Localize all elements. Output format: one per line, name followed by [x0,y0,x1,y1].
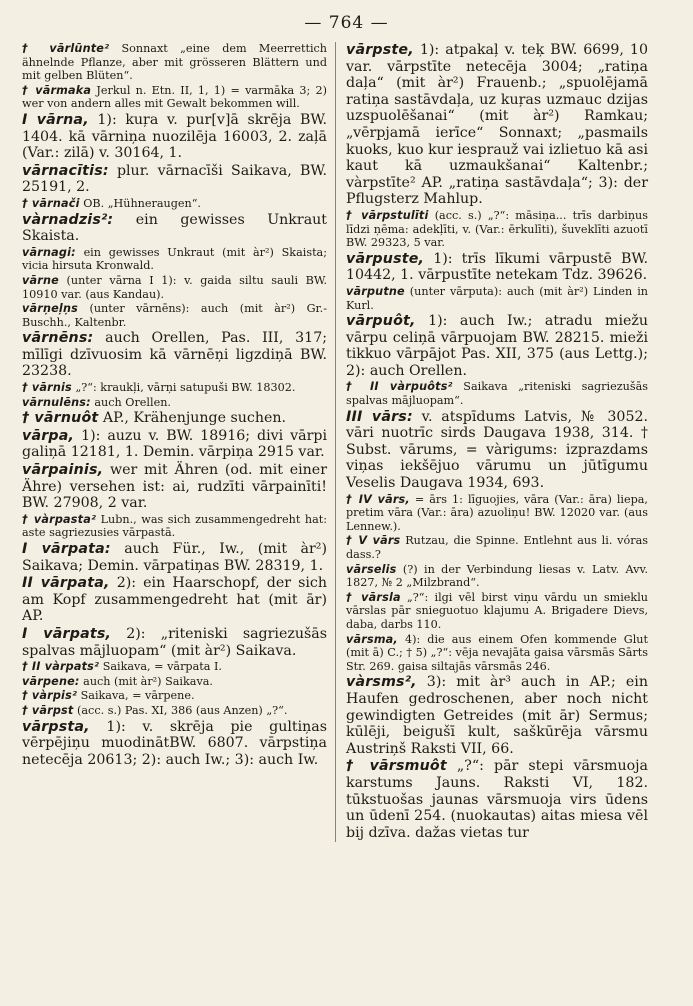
dictionary-entry [22,212,327,245]
entry-headword: † vārnis [22,381,72,395]
entry-text: 1): auch Iw.; atradu miežu vārpu celiņā vārpuojam BW. 28215. mieži tikkuo vārpājot Pas. XII, 375 (aus Lettg.); 2): auch Orellen. [346,313,648,379]
entry-text: ein gewisses Unkraut Skaista. [22,211,327,245]
dictionary-entry [22,675,327,689]
entry-text: Saikava, = vārpene. [77,689,195,703]
entry-headword: vārpene: [22,674,80,688]
entry-headword: vārpainis, [22,462,104,479]
dictionary-entry [22,396,327,410]
dictionary-entry [346,563,648,590]
dictionary-entry [346,409,648,492]
entry-text: Lubn., was sich zusammengedreht hat: aste sagriezusies vārpastā. [22,512,328,540]
dictionary-entry [22,513,327,540]
dictionary-entry [22,428,327,461]
entry-text: OB. „Hühneraugen“. [79,196,201,210]
entry-headword: † vārmaka [22,83,92,97]
dictionary-entry [22,575,327,625]
entry-text: auch Für., Iw., (mit àr²) Saikava; Demin. vārpatiņas BW. 28319, 1. [22,541,327,574]
dictionary-entry [22,42,327,83]
dictionary-entry [346,633,648,674]
entry-text: plur. vārnacīši Saikava, BW. 25191, 2. [22,162,327,196]
entry-headword: vārpuste, [346,250,425,267]
entry-headword: III vārs: [346,408,413,425]
dictionary-entry [22,381,327,395]
dictionary-entry [22,719,327,769]
entry-text: (unter vārputa): auch (mit àr²) Linden in Kurl. [346,284,648,312]
entry-text: (unter vārnēns): auch (mit àr²) Gr.-Buschh., Kaltenbr. [22,302,327,329]
entry-headword: † vārnuôt [22,410,99,427]
dictionary-entry [22,410,327,427]
columns [22,42,671,842]
entry-headword: † vārsla [346,590,401,604]
entry-text: auch (mit àr²) Saikava. [79,674,213,688]
entry-headword: I vārpats, [22,625,112,642]
entry-text: 1): atpakaļ v. teķ BW. 6699, 10 var. vārpstīte netecēja 3004; „ratiņa daļa“ (mit àr²) Frauenb.; „spuolējamā ratiņa sastāvdaļa, uz kuŗas uzmauc dzijas uzspuolēšanai“ (mit àr²) Ramkau; „vērpjamā ierīce“ Sonnaxt; „pasmails kuoks, kuo kur iesprauž vai izlietuo kā asi kaut kā uzmaukšanai“ Kaltenbr.; vàrpstīte² AP. „ratiņa sastāvdaļa“; 3): der Pflugsterz Mahlup. [346,42,648,208]
entry-text: Sonnaxt „eine dem Meerrettich ähnelnde Pflanze, aber mit grösseren Blättern und mit gelben Blüten“. [22,42,327,83]
entry-text: auch Orellen. [90,395,171,409]
entry-text: „?“: kraukļi, vārņi satupuši BW. 18302. [71,381,296,395]
entry-headword: vārselis [346,562,397,576]
entry-headword: † vārlūnte² [22,42,110,55]
dictionary-entry [22,541,327,574]
entry-text: Rutzau, die Spinne. Entlehnt aus li. vóras dass.? [346,534,648,561]
entry-headword: I vārna, [22,111,89,128]
dictionary-entry [22,462,327,512]
dictionary-entry [346,591,648,632]
dictionary-entry [346,42,648,208]
dictionary-entry [22,689,327,703]
entry-headword: vàrnadzis²: [22,211,114,228]
entry-text: (?) in der Verbindung liesas v. Latv. Avv. 1827, № 2 „Milzbrand“. [346,562,648,590]
entry-text: = ārs 1: līguojies, vāra (Var.: āra) liepa, pretim vāra (Var.: āra) azuoliņu! BW. 12020 var. (aus Lennew.). [346,492,648,533]
entry-headword: II vārpata, [22,575,110,592]
entry-text: „?“: pār stepi vārsmuoja karstums Jauns. Raksti VI, 182. tūkstuošas jaunas vārsmuoja virs ūdens un ūdenī 254. (nuokautas) aitas miesa vēl bij dzīva. dažas vietas tur [346,758,649,841]
dictionary-entry [346,251,648,284]
entry-text: v. atspīdums Latvis, № 3052. vāri nuotrīc sirds Daugava 1938, 314. † Subst. vārums, = vàrigums: izprazdams viņas iekšējuo vārumu un jūtīgumu Veselis Daugava 1934, 693. [346,408,649,492]
dictionary-entry [22,112,327,162]
entry-text: Saikava, = vārpata I. [99,660,222,674]
dictionary-entry [22,246,327,273]
entry-headword: † II vàrpuôts² [346,380,453,394]
entry-text: „?“: ilgi vēl birst viņu vārdu un smieklu vārslas pār snieguotuo klajumu A. Brigadere Dievs, daba, darbs 110. [346,590,648,631]
entry-headword: † vārpstulīti [346,208,429,222]
right-column [335,42,648,842]
dictionary-entry [22,274,327,301]
dictionary-entry [22,197,327,211]
entry-text: wer mit Ähren (od. mit einer Ähre) versehen ist: ai, rudzīti vārpainīti! BW. 27908, 2 var. [22,462,327,512]
entry-headword: † IV vārs, [346,492,410,506]
entry-headword: † V vārs [346,534,401,548]
dictionary-entry [346,493,648,534]
dictionary-entry [22,84,327,111]
entry-headword: † vārsmuôt [346,758,447,775]
dictionary-entry [346,758,648,841]
entry-headword: † II vàrpats² [22,660,100,674]
entry-text: 4): die aus einem Ofen kommende Glut (mit ā) C.; † 5) „?“: vēja nevajāta gaisa vārsmās Sārts Str. 269. gaisa siltajās vārsmās 246. [346,632,648,673]
entry-text: 1): auzu v. BW. 18916; divi vārpi galiņā 12181, 1. Demin. vārpiņa 2915 var. [22,427,327,461]
entry-headword: vārpste, [346,42,414,58]
dictionary-entry [22,704,327,718]
entry-headword: vārpuôt, [346,313,416,330]
entry-text: Jerkul n. Etn. II, 1, 1) = varmāka 3; 2) wer von andern alles mit Gewalt bekommen will. [22,83,327,111]
entry-headword: vārputne [346,284,405,298]
dictionary-entry [346,380,648,407]
entry-text: (acc. s.) Pas. XI, 386 (aus Anzen) „?“. [73,703,288,717]
entry-headword: vārnulēns: [22,395,91,409]
dictionary-entry [346,209,648,250]
entry-headword: vārpsta, [22,718,90,735]
entry-text: (acc. s.) „?“: māsiņa... trīs darbiņus līdzi ņēma: adekļīti, v. (Var.: ērkulīti), šuveklīti azuotī BW. 29323, 5 var. [346,208,648,250]
entry-text: 2): ein Haarschopf, der sich am Kopf zusammengedreht hat (mit ār) AP. [22,575,327,625]
entry-text: 1): v. skrēja pie gultiņas vērpējiņu muodinātBW. 6807. vārpstiņa netecēja 20613; 2): auch Iw.; 3): auch Iw. [22,718,327,768]
entry-text: ein gewisses Unkraut (mit àr²) Skaista; vicia hirsuta Kronwald. [22,245,327,273]
entry-headword: vārsma, [346,632,398,646]
entry-text: 1): trīs līkumi vārpustē BW. 10442, 1. vārpustīte netekam Tdz. 39626. [346,250,648,284]
dictionary-entry [22,330,327,380]
dictionary-entry [22,302,327,329]
entry-headword: vārnagi: [22,245,76,259]
entry-text: (unter vārna I 1): v. gaida siltu sauli BW. 10910 var. (aus Kandau). [22,273,327,301]
page-number: — 764 — [304,13,389,33]
entry-headword: vārne [22,273,59,287]
dictionary-entry [22,626,327,659]
entry-headword: I vārpata: [22,541,111,557]
dictionary-entry [346,674,648,757]
entry-text: auch Orellen, Pas. III, 317; mīlīgi dzīvuosim kā vārnēņi ligzdiņā BW. 23238. [22,330,327,380]
entry-headword: vàrsms², [346,674,417,691]
entry-headword: † vàrpasta² [22,512,97,526]
entry-headword: vārņeļņs [22,302,78,316]
entry-text: 3): mit àr³ auch in AP.; ein Haufen gedroschenen, aber noch nicht gewindigten Getreides (mit ār) Sermus; kūlēji, beigušī kult, saškūrēja vārsmu Austriņš Raksti VII, 66. [346,674,648,757]
entry-headword: † vārpst [22,703,74,717]
entry-headword: vārnēns: [22,330,94,347]
entry-headword: vārnacītis: [22,162,109,179]
dictionary-entry [22,163,327,196]
entry-headword: vārpa, [22,427,75,444]
entry-text: 2): „riteniski sagriezušās spalvas mājluopam“ (mit àr²) Saikava. [22,625,327,659]
entry-text: 1): kuŗa v. pur[v]ā skrēja BW. 1404. kā vārniņa nuozilēja 16003, 2. zaļā (Var.: zilā) v. 30164, 1. [22,111,328,162]
entry-text: Saikava „riteniski sagriezušās spalvas mājluopam“. [346,380,648,408]
dictionary-entry [22,660,327,674]
left-column [22,42,335,842]
dictionary-entry [346,534,648,561]
entry-headword: † vārnači [22,196,80,210]
entry-headword: † vàrpis² [22,689,78,703]
dictionary-entry [346,313,648,379]
dictionary-entry [346,285,648,312]
entry-text: AP., Krähenjunge suchen. [98,410,287,427]
